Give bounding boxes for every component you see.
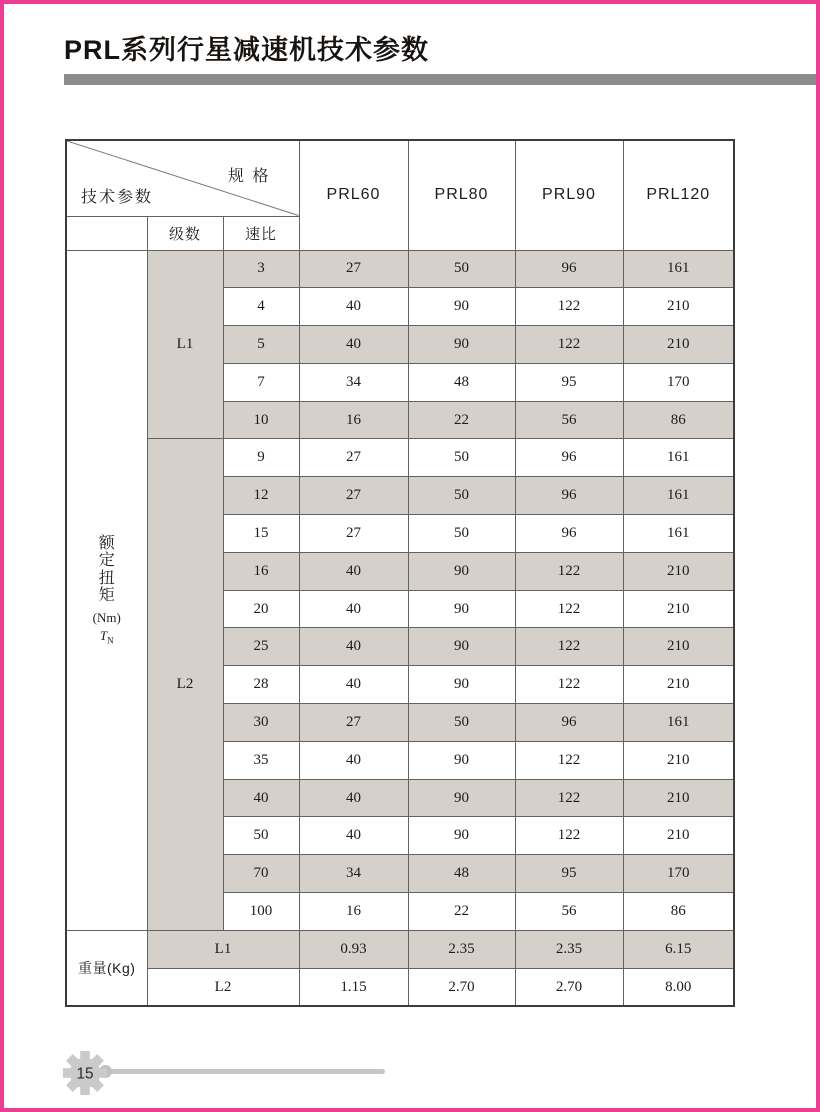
value-cell: 210	[623, 779, 734, 817]
torque-label-cell	[66, 250, 147, 930]
column-header-prl120: PRL120	[623, 140, 734, 250]
footer-rule-line	[107, 1069, 385, 1074]
value-cell: 170	[623, 363, 734, 401]
value-cell: 90	[408, 326, 515, 364]
value-cell: 50	[408, 704, 515, 742]
ratio-cell: 28	[223, 666, 299, 704]
value-cell: 95	[515, 363, 623, 401]
page-number-gear-icon	[62, 1050, 108, 1096]
value-cell: 95	[515, 855, 623, 893]
weight-value-cell: 6.15	[623, 930, 734, 968]
value-cell: 90	[408, 779, 515, 817]
weight-value-cell: 2.70	[408, 968, 515, 1006]
value-cell: 96	[515, 477, 623, 515]
torque-symbol: $T_N$	[99, 627, 114, 646]
value-cell: 161	[623, 439, 734, 477]
corner-cell	[66, 140, 299, 216]
value-cell: 122	[515, 288, 623, 326]
value-cell: 122	[515, 326, 623, 364]
value-cell: 170	[623, 855, 734, 893]
subheader-stages: 级数	[147, 216, 223, 250]
value-cell: 161	[623, 704, 734, 742]
value-cell: 90	[408, 590, 515, 628]
value-cell: 22	[408, 401, 515, 439]
value-cell: 122	[515, 552, 623, 590]
value-cell: 122	[515, 741, 623, 779]
column-header-prl90: PRL90	[515, 140, 623, 250]
value-cell: 40	[299, 779, 408, 817]
value-cell: 161	[623, 477, 734, 515]
value-cell: 96	[515, 515, 623, 553]
ratio-cell: 20	[223, 590, 299, 628]
value-cell: 56	[515, 893, 623, 931]
weight-value-cell: 2.35	[408, 930, 515, 968]
value-cell: 50	[408, 515, 515, 553]
weight-label-cell: 重量(Kg)	[66, 930, 147, 1006]
value-cell: 40	[299, 590, 408, 628]
value-cell: 90	[408, 552, 515, 590]
value-cell: 27	[299, 515, 408, 553]
value-cell: 40	[299, 666, 408, 704]
ratio-cell: 70	[223, 855, 299, 893]
value-cell: 16	[299, 893, 408, 931]
title-underline-bar	[64, 74, 816, 85]
column-header-prl60: PRL60	[299, 140, 408, 250]
empty-cell	[66, 216, 147, 250]
value-cell: 96	[515, 439, 623, 477]
torque-label-text: 额 定 扭 矩	[98, 534, 115, 605]
ratio-cell: 7	[223, 363, 299, 401]
value-cell: 161	[623, 250, 734, 288]
value-cell: 50	[408, 250, 515, 288]
value-cell: 27	[299, 704, 408, 742]
value-cell: 16	[299, 401, 408, 439]
ratio-cell: 100	[223, 893, 299, 931]
ratio-cell: 16	[223, 552, 299, 590]
value-cell: 86	[623, 401, 734, 439]
stage-cell-l2: L2	[147, 439, 223, 930]
weight-value-cell: 2.35	[515, 930, 623, 968]
value-cell: 34	[299, 855, 408, 893]
value-cell: 50	[408, 439, 515, 477]
ratio-cell: 3	[223, 250, 299, 288]
value-cell: 56	[515, 401, 623, 439]
value-cell: 86	[623, 893, 734, 931]
ratio-cell: 5	[223, 326, 299, 364]
torque-unit: (Nm)	[92, 609, 121, 625]
value-cell: 96	[515, 250, 623, 288]
weight-row	[66, 968, 734, 1006]
value-cell: 27	[299, 439, 408, 477]
value-cell: 122	[515, 628, 623, 666]
value-cell: 27	[299, 477, 408, 515]
value-cell: 210	[623, 288, 734, 326]
corner-label-tech-params: 技术参数	[81, 188, 154, 206]
ratio-cell: 40	[223, 779, 299, 817]
value-cell: 210	[623, 817, 734, 855]
value-cell: 40	[299, 817, 408, 855]
weight-value-cell: 1.15	[299, 968, 408, 1006]
value-cell: 48	[408, 363, 515, 401]
value-cell: 48	[408, 855, 515, 893]
weight-value-cell: 0.93	[299, 930, 408, 968]
ratio-cell: 10	[223, 401, 299, 439]
spec-table	[65, 139, 735, 1007]
value-cell: 34	[299, 363, 408, 401]
value-cell: 122	[515, 817, 623, 855]
ratio-cell: 25	[223, 628, 299, 666]
ratio-cell: 9	[223, 439, 299, 477]
value-cell: 210	[623, 326, 734, 364]
value-cell: 40	[299, 552, 408, 590]
value-cell: 210	[623, 628, 734, 666]
value-cell: 27	[299, 250, 408, 288]
ratio-cell: 4	[223, 288, 299, 326]
value-cell: 210	[623, 552, 734, 590]
value-cell: 40	[299, 326, 408, 364]
value-cell: 161	[623, 515, 734, 553]
value-cell: 90	[408, 666, 515, 704]
value-cell: 122	[515, 666, 623, 704]
weight-stage-cell: L1	[147, 930, 299, 968]
value-cell: 40	[299, 288, 408, 326]
value-cell: 210	[623, 741, 734, 779]
ratio-cell: 30	[223, 704, 299, 742]
subheader-ratio: 速比	[223, 216, 299, 250]
corner-label-spec: 规 格	[228, 168, 271, 185]
spec-table-body	[66, 250, 734, 1006]
value-cell: 40	[299, 741, 408, 779]
value-cell: 210	[623, 590, 734, 628]
value-cell: 90	[408, 628, 515, 666]
spec-row	[66, 250, 734, 288]
value-cell: 90	[408, 741, 515, 779]
ratio-cell: 12	[223, 477, 299, 515]
value-cell: 96	[515, 704, 623, 742]
weight-value-cell: 8.00	[623, 968, 734, 1006]
ratio-cell: 35	[223, 741, 299, 779]
ratio-cell: 50	[223, 817, 299, 855]
stage-cell-l1: L1	[147, 250, 223, 439]
weight-value-cell: 2.70	[515, 968, 623, 1006]
value-cell: 40	[299, 628, 408, 666]
header-row	[66, 140, 734, 216]
weight-row	[66, 930, 734, 968]
value-cell: 210	[623, 666, 734, 704]
page-number: 15	[76, 1065, 94, 1083]
column-header-prl80: PRL80	[408, 140, 515, 250]
value-cell: 90	[408, 288, 515, 326]
value-cell: 90	[408, 817, 515, 855]
page-title: PRL系列行星减速机技术参数	[64, 35, 429, 65]
value-cell: 22	[408, 893, 515, 931]
value-cell: 122	[515, 779, 623, 817]
ratio-cell: 15	[223, 515, 299, 553]
weight-stage-cell: L2	[147, 968, 299, 1006]
value-cell: 50	[408, 477, 515, 515]
spec-row	[66, 439, 734, 477]
value-cell: 122	[515, 590, 623, 628]
